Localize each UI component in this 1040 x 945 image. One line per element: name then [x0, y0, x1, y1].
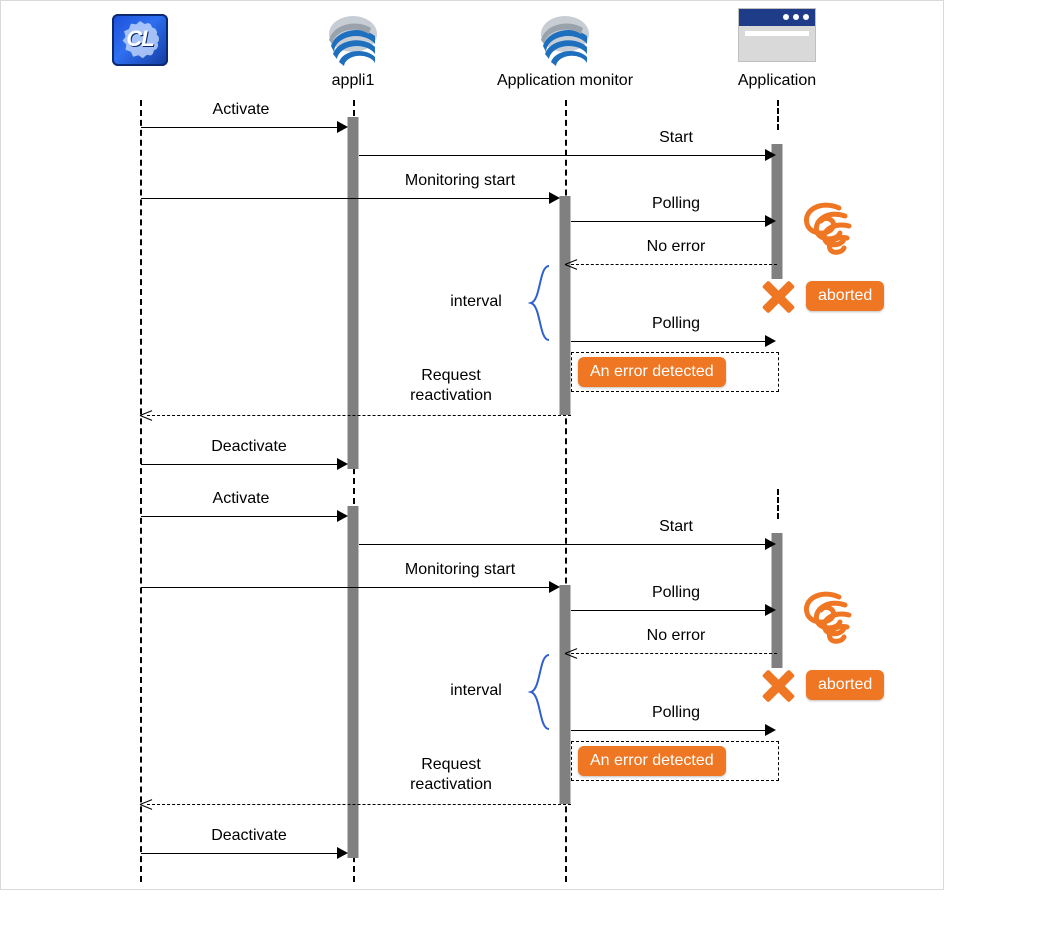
interval-brace-2 — [525, 653, 551, 731]
message-label-start-1: Start — [659, 129, 693, 146]
message-label-deactivate-1: Deactivate — [211, 438, 287, 455]
abort-x-icon-2 — [759, 667, 797, 705]
activation-appli1-2 — [348, 506, 359, 858]
message-label-monitoring-start-2: Monitoring start — [404, 561, 516, 578]
arrowhead-monitoring-start-2 — [549, 581, 560, 593]
message-label-polling-4: Polling — [651, 704, 701, 721]
error-detected-badge-2: An error detected — [578, 746, 726, 776]
arrowhead-request-reactivation-1 — [140, 409, 152, 421]
message-polling-1 — [571, 221, 771, 222]
message-request-reactivation-2 — [147, 804, 571, 805]
arrowhead-no-error-2 — [565, 647, 577, 659]
abort-x-icon-1 — [759, 278, 797, 316]
interval-brace-1 — [525, 264, 551, 342]
message-label-polling-1: Polling — [651, 195, 701, 212]
message-label-polling-2: Polling — [651, 315, 701, 332]
request-reactivation-line1: Request — [421, 367, 481, 384]
message-start-2 — [359, 544, 771, 545]
arrowhead-polling-4 — [765, 724, 776, 736]
swirl-logo-icon-monitor — [537, 14, 593, 68]
activation-appli1-1 — [348, 117, 359, 469]
message-activate-2 — [141, 516, 343, 517]
activation-app-1 — [772, 144, 783, 279]
arrowhead-polling-1 — [765, 215, 776, 227]
message-label-activate-1: Activate — [212, 101, 270, 118]
smoke-spiral-icon-2 — [795, 589, 859, 647]
activation-monitor-1 — [560, 196, 571, 415]
message-label-no-error-1: No error — [646, 238, 706, 255]
aborted-badge-2: aborted — [806, 670, 884, 700]
arrowhead-monitoring-start-1 — [549, 192, 560, 204]
window-line — [745, 31, 809, 36]
smoke-spiral-icon-1 — [795, 200, 859, 258]
message-polling-4 — [571, 730, 771, 731]
arrowhead-start-1 — [765, 149, 776, 161]
request-reactivation-line2-2: reactivation — [410, 776, 492, 793]
message-deactivate-1 — [141, 464, 343, 465]
message-label-no-error-2: No error — [646, 627, 706, 644]
message-monitoring-start-2 — [141, 587, 555, 588]
message-deactivate-2 — [141, 853, 343, 854]
message-activate-1 — [141, 127, 343, 128]
arrowhead-request-reactivation-2 — [140, 798, 152, 810]
message-no-error-2 — [571, 653, 777, 654]
arrowhead-no-error-1 — [565, 258, 577, 270]
lifeline-label-app: Application — [737, 72, 817, 89]
request-reactivation-line2: reactivation — [410, 387, 492, 404]
arrowhead-activate-2 — [337, 510, 348, 522]
message-label-activate-2: Activate — [212, 490, 270, 507]
app-window-icon — [738, 8, 816, 62]
interval-label-1: interval — [450, 293, 502, 310]
lifeline-app-2 — [777, 489, 779, 519]
arrowhead-polling-3 — [765, 604, 776, 616]
activation-monitor-2 — [560, 585, 571, 804]
aborted-badge-1: aborted — [806, 281, 884, 311]
arrowhead-deactivate-2 — [337, 847, 348, 859]
lifeline-cl — [140, 100, 142, 882]
message-label-polling-3: Polling — [651, 584, 701, 601]
message-label-monitoring-start-1: Monitoring start — [404, 172, 516, 189]
lifeline-label-appli1: appli1 — [331, 72, 375, 89]
lifeline-app — [777, 100, 779, 130]
interval-label-2: interval — [450, 682, 502, 699]
message-polling-2 — [571, 341, 771, 342]
message-label-request-reactivation-2 — [410, 755, 492, 795]
message-label-request-reactivation-1 — [410, 366, 492, 406]
message-no-error-1 — [571, 264, 777, 265]
message-polling-3 — [571, 610, 771, 611]
error-detected-badge-1: An error detected — [578, 357, 726, 387]
message-start-1 — [359, 155, 771, 156]
message-request-reactivation-1 — [147, 415, 571, 416]
message-monitoring-start-1 — [141, 198, 555, 199]
swirl-logo-icon-appli1 — [325, 14, 381, 68]
arrowhead-deactivate-1 — [337, 458, 348, 470]
request-reactivation-line1-2: Request — [421, 756, 481, 773]
message-label-start-2: Start — [659, 518, 693, 535]
arrowhead-start-2 — [765, 538, 776, 550]
arrowhead-activate-1 — [337, 121, 348, 133]
lifeline-label-monitor: Application monitor — [496, 72, 634, 89]
cl-app-icon — [112, 14, 168, 66]
window-titlebar — [739, 9, 815, 26]
arrowhead-polling-2 — [765, 335, 776, 347]
message-label-deactivate-2: Deactivate — [211, 827, 287, 844]
activation-app-2 — [772, 533, 783, 668]
cl-icon-text: CL — [126, 26, 154, 51]
